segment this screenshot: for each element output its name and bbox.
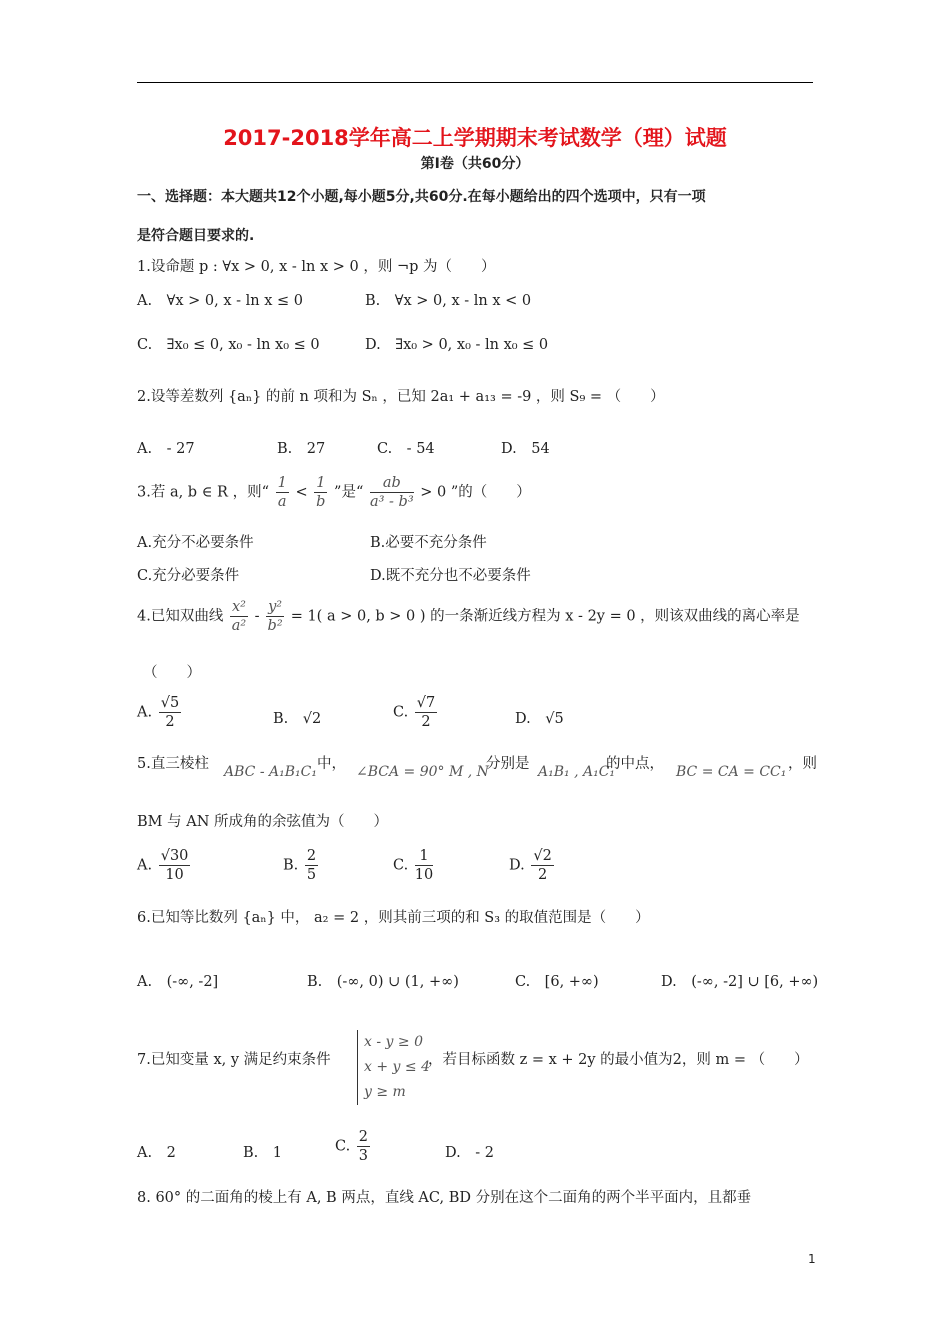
q4-option-b: B. √2 <box>273 711 322 727</box>
q5-option-d-frac: $\frac{√2}{2}$ <box>533 848 552 883</box>
q5-i: ，则 <box>788 756 817 772</box>
q1-option-b: B. ∀x > 0, x - ln x < 0 <box>365 293 532 309</box>
q2-option-c: C. - 54 <box>377 441 435 457</box>
q3-frac1: $\frac{1}{a}$ <box>277 475 287 510</box>
q3-post: > 0 ”的（ ） <box>420 484 531 501</box>
q1-stem: 1.设命题 p : ∀x > 0, x - ln x > 0 ，则 ¬p 为（ ） <box>137 259 496 275</box>
page-number: 1 <box>808 1252 816 1266</box>
q4-option-c-frac: $\frac{√7}{2}$ <box>416 695 436 730</box>
q5-option-a-frac: $\frac{√30}{10}$ <box>160 848 189 883</box>
q7-option-c-frac: $\frac{2}{3}$ <box>358 1129 369 1164</box>
q3-stem <box>137 474 531 511</box>
q3-lt: < <box>295 484 308 501</box>
q7-option-a: A. 2 <box>137 1145 176 1161</box>
q6-stem: 6.已知等比数列 {aₙ} 中， a₂ = 2 ，则其前三项的和 S₃ 的取值范围是（ ） <box>137 910 650 926</box>
q1-option-c: C. ∃x₀ ≤ 0, x₀ - ln x₀ ≤ 0 <box>137 337 320 353</box>
q5-line2: BM 与 AN 所成角的余弦值为（ ） <box>137 814 388 830</box>
q5-option-a: A. $\frac{√30}{10}$ <box>137 848 189 883</box>
q4-option-a-frac: $\frac{√5}{2}$ <box>160 695 180 730</box>
q5-option-c-frac: $\frac{1}{10}$ <box>414 848 434 883</box>
q7-option-c: C. $\frac{2}{3}$ <box>335 1129 369 1164</box>
q3-option-c: C.充分必要条件 <box>137 568 240 584</box>
q5-option-c: C. $\frac{1}{10}$ <box>393 848 434 883</box>
q4-frac1: $\frac{\text{x²}}{\text{a²}}$ <box>231 599 247 634</box>
q7-option-d: D. - 2 <box>445 1145 494 1161</box>
q6-option-b: B. (-∞, 0) ∪ (1, +∞) <box>307 974 459 990</box>
q5-f: A₁B₁ , A₁C₁ <box>538 764 616 780</box>
q5-a: 5.直三棱柱 <box>137 756 209 772</box>
q5-c: 中， <box>317 756 346 772</box>
q5-h: BC = CA = CC₁ <box>676 764 787 780</box>
q5-option-b: B. $\frac{2}{5}$ <box>283 848 317 883</box>
q3-option-b: B.必要不充分条件 <box>370 535 487 551</box>
q2-option-d: D. 54 <box>501 441 550 457</box>
q3-option-a: A.充分不必要条件 <box>137 535 254 551</box>
q5-g: 的中点， <box>606 756 664 772</box>
q3-mid: ”是“ <box>334 484 364 501</box>
q5-option-b-frac: $\frac{2}{5}$ <box>306 848 317 883</box>
q7-constraint-3: y ≥ m <box>364 1084 406 1100</box>
q4-stem <box>137 598 800 635</box>
q7-option-b: B. 1 <box>243 1145 282 1161</box>
q6-option-c: C. [6, +∞) <box>515 974 599 990</box>
section-instructions-line2: 是符合题目要求的. <box>137 228 255 244</box>
q3-frac3: $\frac{ab}{\text{a³ - b³}}$ <box>369 475 414 510</box>
q7-constraint-system <box>357 1030 430 1105</box>
q5-b: ABC - A₁B₁C₁ <box>224 764 317 780</box>
q8-stem: 8. 60° 的二面角的棱上有 A, B 两点，直线 AC, BD 分别在这个二面角的两个半平面内，且都垂 <box>137 1190 752 1206</box>
q4-minus: - <box>254 608 260 625</box>
page-title: 2017-2018学年高二上学期期末考试数学（理）试题 <box>223 126 727 150</box>
q4-frac2: $\frac{\text{y²}}{\text{b²}}$ <box>267 599 283 634</box>
q1-option-d: D. ∃x₀ > 0, x₀ - ln x₀ ≤ 0 <box>365 337 549 353</box>
q7-constraint-1: x - y ≥ 0 <box>364 1034 423 1050</box>
q4-pre: 4.已知双曲线 <box>137 608 224 625</box>
q4-option-d: D. √5 <box>515 711 564 727</box>
q6-option-a: A. (-∞, -2] <box>137 974 219 990</box>
section-instructions-line1: 一、选择题：本大题共12个小题,每小题5分,共60分.在每小题给出的四个选项中，只有一项 <box>137 189 706 205</box>
q5-d: ∠BCA = 90° M , N <box>356 764 489 780</box>
q5-e: 分别是 <box>486 756 530 772</box>
q4-post: = 1( a > 0, b > 0 ) 的一条渐近线方程为 x - 2y = 0 ，则该双曲线的离心率是 <box>290 608 800 625</box>
q7-pre: 7.已知变量 x, y 满足约束条件 <box>137 1052 331 1068</box>
q3-frac2: $\frac{1}{b}$ <box>316 475 326 510</box>
q2-stem: 2.设等差数列 {aₙ} 的前 n 项和为 Sₙ ，已知 2a₁ + a₁₃ = -9 ，则 S₉ = （ ） <box>137 389 665 405</box>
q7-post: ，若目标函数 z = x + 2y 的最小值为2，则 m = （ ） <box>428 1052 809 1068</box>
q3-option-d: D.既不充分也不必要条件 <box>370 568 531 584</box>
header-rule <box>137 82 813 83</box>
q4-paren: （ ） <box>143 665 201 681</box>
q3-pre: 3.若 a, b ∈ R ，则“ <box>137 484 269 501</box>
q1-option-a: A. ∀x > 0, x - ln x ≤ 0 <box>137 293 303 309</box>
q4-option-c: C. $\frac{√7}{2}$ <box>393 695 436 730</box>
q7-constraint-2: x + y ≤ 4 <box>364 1059 430 1075</box>
q2-option-b: B. 27 <box>277 441 326 457</box>
q4-option-a: A. $\frac{√5}{2}$ <box>137 695 180 730</box>
q2-option-a: A. - 27 <box>137 441 195 457</box>
q5-option-d: D. $\frac{√2}{2}$ <box>509 848 552 883</box>
q6-option-d: D. (-∞, -2] ∪ [6, +∞) <box>661 974 819 990</box>
page-subtitle: 第Ⅰ卷（共60分） <box>420 156 530 172</box>
